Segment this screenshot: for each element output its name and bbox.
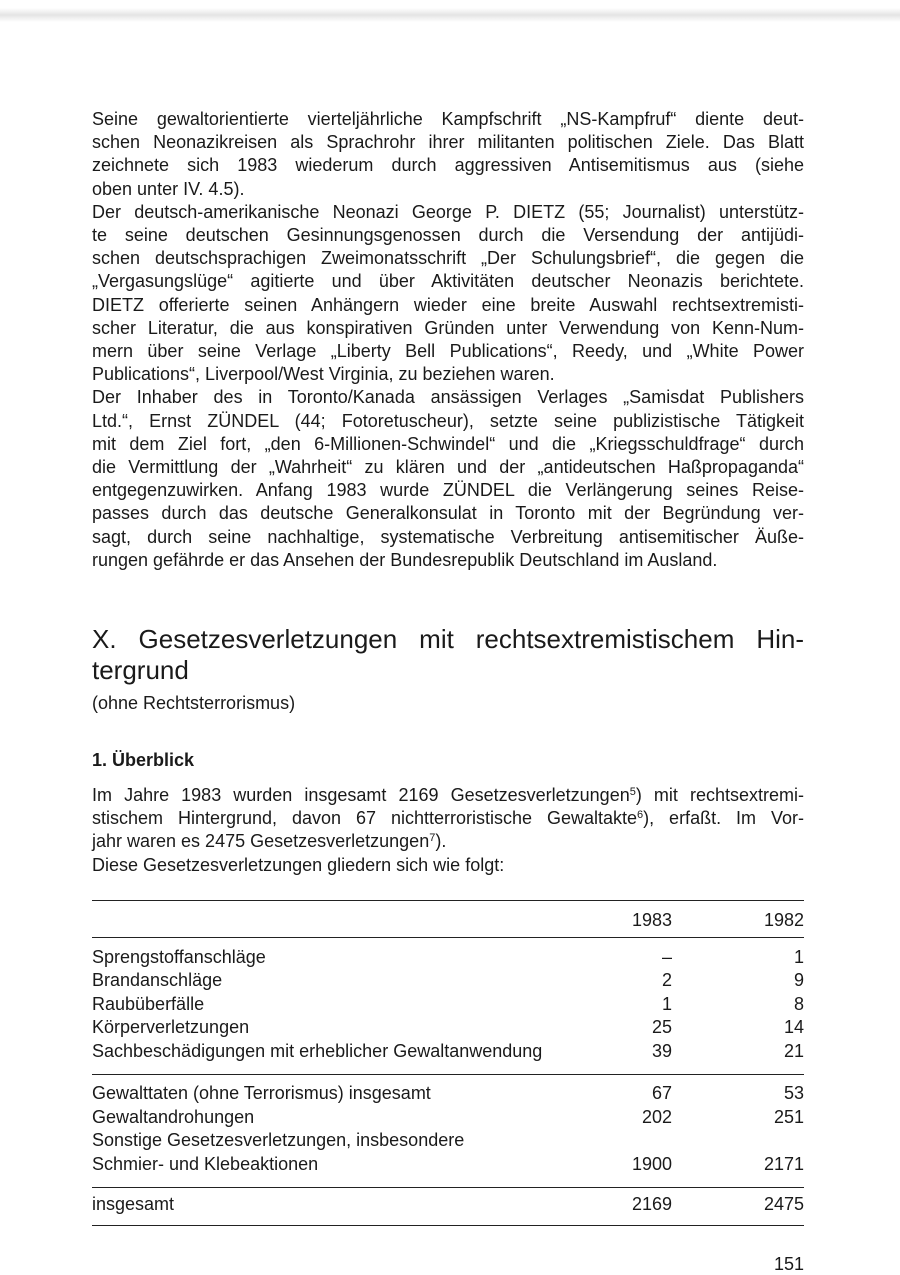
row-value-1982: 21 (783, 1040, 804, 1061)
table-row (92, 1015, 804, 1039)
row-label: Schmier- und Klebeaktionen (92, 1153, 319, 1174)
header-1982: 1982 (763, 910, 804, 930)
row-value-1983: 39 (651, 1040, 672, 1061)
table-row (92, 944, 804, 968)
paragraph (92, 201, 804, 387)
footnote-ref-6: 6 (636, 809, 644, 822)
row-label: Sprengstoffanschläge (92, 946, 266, 967)
text-line: Seine gewaltorientierte vierteljährliche Kampfschrift „NS-Kampfruf“ diente deut- (92, 109, 804, 129)
row-value-1983: 202 (641, 1106, 672, 1127)
header-1983: 1983 (631, 910, 672, 930)
row-label: Brandanschläge (92, 970, 223, 990)
overview-line-1: Im Jahre 1983 wurden insgesamt 2169 Gesetzesverletzungen$^5$) mit rechtsextremi- (92, 785, 804, 806)
row-value-1982: 8 (793, 993, 804, 1014)
text-line: schen Neonazikreisen als Sprachrohr ihrer militanten politischen Ziele. Das Blatt (92, 132, 804, 153)
row-value-1982: 14 (783, 1017, 804, 1037)
text-line: Publications“, Liverpool/West Virginia, zu beziehen waren. (92, 364, 555, 385)
row-label: Körperverletzungen (92, 1017, 250, 1037)
table-header-row (92, 901, 804, 931)
text-line: zeichnete sich 1983 wiederum durch aggressiven Antisemitismus aus (siehe (92, 155, 804, 176)
section-title-line-2: tergrund (92, 655, 189, 686)
section-title (92, 624, 804, 686)
text-line: mit dem Ziel fort, „den 6-Millionen-Schwindel“ und die „Kriegsschuldfrage“ durch (92, 433, 804, 454)
overview-line-4: Diese Gesetzesverletzungen gliedern sich wie folgt: (92, 854, 505, 875)
table-group-summary (92, 1081, 804, 1175)
body-text (92, 108, 804, 572)
text-line: te seine deutschen Gesinnungsgenossen durch die Versendung der antijüdi- (92, 225, 804, 246)
table-row (92, 1081, 804, 1105)
text-line: oben unter IV. 4.5). (92, 178, 245, 199)
text-line: Der deutsch-amerikanische Neonazi George P. DIETZ (55; Journalist) unterstütz- (92, 201, 804, 222)
row-value-1982: 53 (783, 1083, 804, 1103)
table-row (92, 1151, 804, 1175)
text-line: Der Inhaber des in Toronto/Kanada ansässigen Verlages „Samisdat Publishers (92, 387, 804, 408)
footnote-ref-5: 5 (629, 786, 636, 799)
row-value-1982: 9 (793, 970, 804, 990)
section-title-line-1: X. Gesetzesverletzungen mit rechtsextremistischem Hin- (92, 624, 804, 655)
row-label: Gewaltandrohungen (92, 1106, 255, 1127)
table-row (92, 1128, 804, 1152)
text-line: die Vermittlung der „Wahrheit“ zu klären und der „antideutschen Haßpropaganda“ (92, 457, 804, 478)
table-total-rule (92, 1187, 804, 1188)
paragraph (92, 386, 804, 572)
scan-edge-shadow (0, 8, 900, 22)
table-row (92, 968, 804, 992)
text-line: passes durch das deutsche Generalkonsulat in Toronto mit der Begründung ver- (92, 503, 804, 524)
row-value-1983: – (661, 946, 672, 967)
row-label: Raubüberfälle (92, 993, 205, 1014)
row-value-1982: 1 (793, 946, 804, 967)
row-value-1983: 2 (661, 970, 672, 990)
row-value-1983: 25 (651, 1017, 672, 1037)
row-label: Gewalttaten (ohne Terrorismus) insgesamt (92, 1083, 431, 1103)
row-value-1983: 67 (651, 1083, 672, 1103)
row-value-1982: 2171 (763, 1153, 804, 1174)
page-body (92, 108, 804, 877)
row-value-1982: 251 (773, 1106, 804, 1127)
table-group-violent-acts (92, 944, 804, 1062)
statistics-table (92, 900, 804, 1226)
text-line: entgegenzuwirken. Anfang 1983 wurde ZÜNDEL die Verlängerung seines Reise- (92, 480, 804, 501)
text-line: rungen gefährde er das Ansehen der Bundesrepublik Deutschland im Ausland. (92, 549, 718, 570)
row-label: Sonstige Gesetzesverletzungen, insbesondere (92, 1130, 465, 1150)
text-line: mern über seine Verlage „Liberty Bell Publications“, Reedy, und „White Power (92, 341, 804, 362)
table-bottom-rule (92, 1225, 804, 1226)
subsection-heading: 1. Überblick (92, 750, 195, 771)
footnote-ref-7: 7 (429, 832, 436, 845)
text-line: Ltd.“, Ernst ZÜNDEL (44; Fotoretuscheur), setzte seine publizistische Tätigkeit (92, 410, 804, 431)
text-line: scher Literatur, die aus konspirativen Gründen unter Verwendung von Kenn-Num- (92, 317, 804, 338)
text-line: schen deutschsprachigen Zweimonatsschrift „Der Schulungsbrief“, die gegen die (92, 248, 804, 269)
table-subtotal-rule (92, 1074, 804, 1075)
overview-line-2: stischem Hintergrund, davon 67 nichtterroristische Gewaltakte$^6$), erfaßt. Im Vor- (92, 808, 804, 829)
paragraph (92, 108, 804, 201)
overview-paragraph (92, 784, 804, 877)
section-subtitle: (ohne Rechtsterrorismus) (92, 693, 296, 714)
table-row (92, 1104, 804, 1128)
table-row (92, 1038, 804, 1062)
table-row (92, 991, 804, 1015)
text-line: DIETZ offerierte seinen Anhängern wieder eine breite Auswahl rechtsextremisti- (92, 294, 804, 315)
row-value-1983: 1900 (631, 1153, 672, 1174)
overview-line-3: jahr waren es 2475 Gesetzesverletzungen$^7$). (92, 831, 447, 852)
table-header-rule (92, 937, 804, 938)
row-label: Sachbeschädigungen mit erheblicher Gewaltanwendung (92, 1040, 543, 1061)
text-line: sagt, durch seine nachhaltige, systematische Verbreitung antisemitischer Äuße- (92, 526, 804, 547)
row-value-1983: 1 (661, 993, 672, 1014)
page-number: 151 (773, 1254, 804, 1274)
text-line: „Vergasungslüge“ agitierte und über Aktivitäten deutscher Neonazis berichtete. (92, 271, 804, 292)
table-total-row: insgesamt 2169 2475 (92, 1194, 804, 1214)
